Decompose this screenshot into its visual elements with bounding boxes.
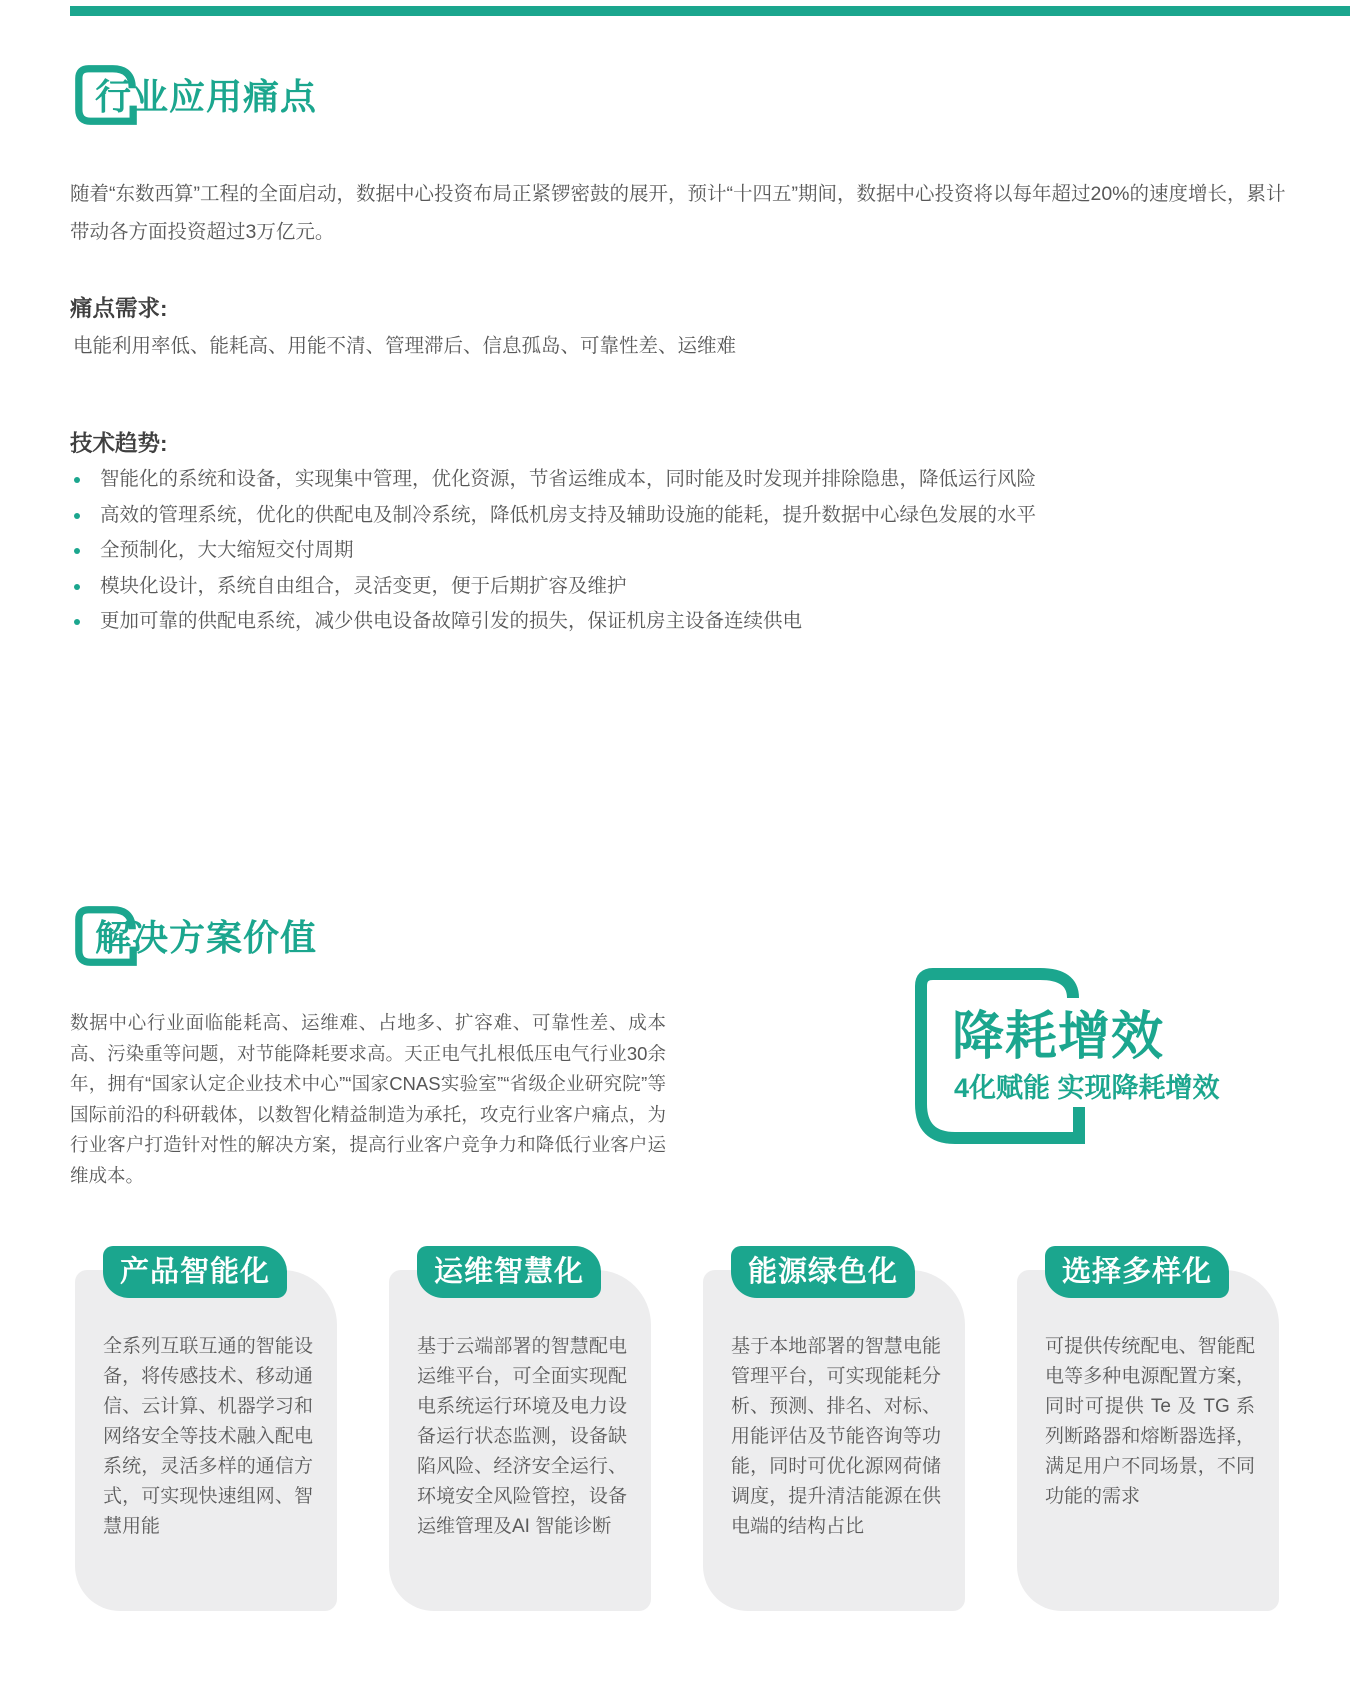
card-panel bbox=[1017, 1270, 1279, 1611]
card-green-energy bbox=[703, 1246, 965, 1612]
card-body-text: 基于云端部署的智慧配电运维平台，可全面实现配电系统运行环境及电力设备运行状态监测，设备缺陷风险、经济安全运行、环境安全风险管控，设备运维管理及AI 智能诊断 bbox=[417, 1336, 627, 1537]
card-diverse-choice bbox=[1017, 1246, 1279, 1612]
section-pain-header bbox=[73, 62, 493, 152]
trend-item-text: 更加可靠的供配电系统，减少供电设备故障引发的损失，保证机房主设备连续供电 bbox=[100, 610, 803, 632]
trend-heading: 技术趋势: bbox=[70, 431, 168, 456]
card-title-badge: 能源绿色化 bbox=[731, 1246, 915, 1298]
value-badge-title: 降耗增效 bbox=[952, 1008, 1165, 1066]
card-smart-operation bbox=[389, 1246, 651, 1612]
trend-item bbox=[70, 498, 1036, 534]
bullet-dot-icon bbox=[74, 548, 80, 554]
section-value-title: 解决方案价值 bbox=[95, 917, 318, 958]
card-body-text: 全系列互联互通的智能设备，将传感技术、移动通信、云计算、机器学习和网络安全等技术融入配电系统，灵活多样的通信方式，可实现快速组网、智慧用能 bbox=[103, 1336, 313, 1537]
trend-item bbox=[70, 462, 1036, 498]
card-panel bbox=[389, 1270, 651, 1611]
card-body-text: 基于本地部署的智慧电能管理平台，可实现能耗分析、预测、排名、对标、用能评估及节能咨询等功能，同时可优化源网荷储调度，提升清洁能源在供电端的结构占比 bbox=[731, 1336, 941, 1537]
value-intro-paragraph: 数据中心行业面临能耗高、运维难、占地多、扩容难、可靠性差、成本高、污染重等问题，对节能降耗要求高。天正电气扎根低压电气行业30余年，拥有“国家认定企业技术中心”“国家CNAS实验室”“省级企业研究院”等国际前沿的科研载体，以数智化精益制造为承托，攻克行业客户痛点，为行业客户打造针对性的解决方案，提高行业客户竞争力和降低行业客户运维成本。 bbox=[70, 1012, 666, 1186]
bullet-dot-icon bbox=[74, 619, 80, 625]
card-title-badge: 选择多样化 bbox=[1045, 1246, 1229, 1298]
card-product-intelligence bbox=[75, 1246, 337, 1612]
section-value-header bbox=[73, 903, 493, 993]
trend-item-text: 全预制化，大大缩短交付周期 bbox=[100, 539, 354, 561]
trend-item bbox=[70, 604, 1036, 640]
trend-item bbox=[70, 569, 1036, 605]
trend-item-text: 模块化设计，系统自由组合，灵活变更，便于后期扩容及维护 bbox=[100, 574, 627, 597]
trend-item bbox=[70, 533, 1036, 569]
bullet-dot-icon bbox=[74, 584, 80, 590]
card-title-badge: 运维智慧化 bbox=[417, 1246, 601, 1298]
pain-demand-heading: 痛点需求: bbox=[70, 296, 168, 321]
pain-intro-paragraph: 随着“东数西算”工程的全面启动，数据中心投资布局正紧锣密鼓的展开，预计“十四五”期间，数据中心投资将以每年超过20%的速度增长，累计带动各方面投资超过3万亿元。 bbox=[70, 183, 1286, 243]
card-title-badge: 产品智能化 bbox=[103, 1246, 287, 1298]
trend-item-text: 高效的管理系统，优化的供配电及制冷系统，降低机房支持及辅助设施的能耗，提升数据中心绿色发展的水平 bbox=[100, 503, 1037, 526]
card-panel bbox=[703, 1270, 965, 1611]
section-pain-title: 行业应用痛点 bbox=[95, 76, 318, 117]
bullet-dot-icon bbox=[74, 513, 80, 519]
card-panel bbox=[75, 1270, 337, 1611]
trend-list bbox=[70, 462, 1036, 640]
pain-demand-text: 电能利用率低、能耗高、用能不清、管理滞后、信息孤岛、可靠性差、运维难 bbox=[73, 335, 737, 357]
trend-item-text: 智能化的系统和设备，实现集中管理，优化资源，节省运维成本，同时能及时发现并排除隐患，降低运行风险 bbox=[100, 468, 1037, 490]
card-body-text: 可提供传统配电、智能配电等多种电源配置方案，同时可提供 Te 及 TG 系列断路器和熔断器选择，满足用户不同场景，不同功能的需求 bbox=[1045, 1336, 1255, 1507]
bullet-dot-icon bbox=[74, 477, 80, 483]
value-badge bbox=[905, 960, 1345, 1210]
top-accent-bar bbox=[70, 6, 1350, 16]
value-badge-subtitle: 4化赋能 实现降耗增效 bbox=[954, 1073, 1220, 1103]
